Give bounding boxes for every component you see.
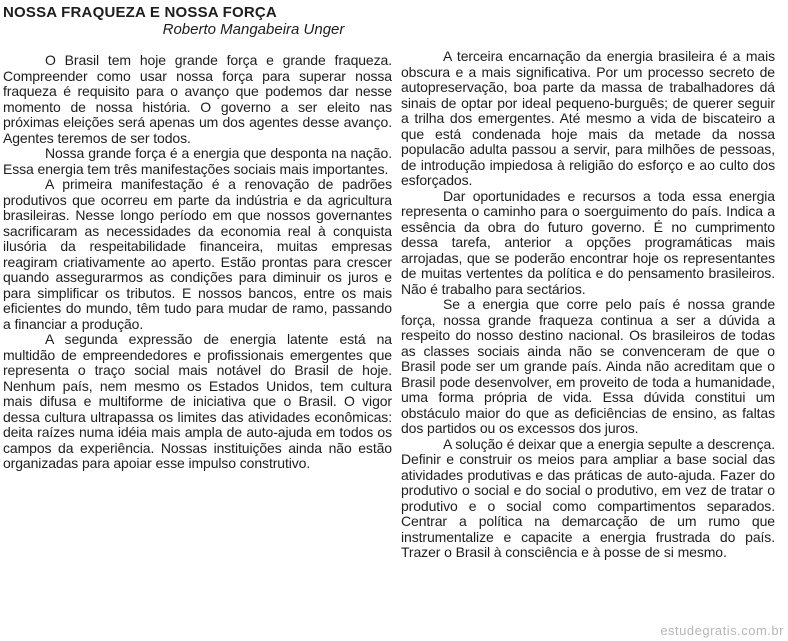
- right-column: [401, 4, 775, 561]
- paragraph-4: A segunda expressão de energia latente está na multidão de empreendedores e profissionais emergentes que representa o traço social mais notável do Brasil de hoje. Nenhum país, nem mesmo os Estados Unidos, tem cultura mais difusa e multiforme de iniciativa que o Brasil. O vigor dessa cultura ultrapassa os limites das atividades econômicas: deita raízes numa idéia mais ampla de auto-ajuda em todos os campos da experiência. Nossas instituições ainda não estão organizadas para apoiar esse impulso construtivo.: [3, 331, 392, 471]
- paragraph-5: A terceira encarnação da energia brasileira é a mais obscura e a mais significativa. Por um processo secreto de autopreservação, boa parte da massa de trabalhadores dá sinais de optar por ideal pequeno-burguês; de querer seguir a trilha dos emergentes. Até mesmo a vida de biscateiro a que está condenada hoje mais da metade da nossa populacão adulta passou a servir, para milhões de pessoas, de introdução impiedosa à religião do esforço e ao culto dos esforçados.: [401, 48, 775, 188]
- article-title: NOSSA FRAQUEZA E NOSSA FORÇA: [3, 4, 277, 21]
- paragraph-6: Dar oportunidades e recursos a toda essa energia representa o caminho para o soerguimento do país. Indica a essência da obra do futuro governo. É no cumprimento dessa tarefa, anterior a opções programáticas mais arrojadas, que se poderão encontrar hoje os representantes de muitas vertentes da política e do pensamento brasileiros. Não é trabalho para sectários.: [401, 187, 775, 297]
- left-column: [3, 4, 392, 561]
- paragraph-7: Se a energia que corre pelo país é nossa grande força, nossa grande fraqueza continua a ser a dúvida a respeito do nosso destino nacional. Os brasileiros de todas as classes sociais ainda não se convenceram de que o Brasil pode ser um grande país. Ainda não acreditam que o Brasil pode desenvolver, em proveito de toda a humanidade, uma forma própria de vida. Essa dúvida constitui um obstáculo maior do que as deficiências de ensino, as faltas dos partidos ou os excessos dos juros.: [401, 296, 775, 436]
- paragraph-3: A primeira manifestação é a renovação de padrões produtivos que ocorreu em parte da indústria e da agricultura brasileiras. Nesse longo período em que nossos governantes sacrificaram as necessidades da economia real à conquista ilusória da respeitabilidade financeira, muitas empresas reagiram criativamente ao aperto. Estão prontas para crescer quando assegurarmos as condições para diminuir os juros e para simplificar os tributos. E nossos bancos, entre os mais eficientes do mundo, têm tudo para mudar de ramo, passando a financiar a produção.: [3, 176, 392, 332]
- article-author: Roberto Mangabeira Unger: [162, 21, 345, 38]
- paragraph-1: O Brasil tem hoje grande força e grande fraqueza. Compreender como usar nossa força para superar nossa fraqueza é requisito para o avanço que podemos dar nesse momento de nossa história. O governo a ser eleito nas próximas eleições será apenas um dos agentes desse avanço. Agentes teremos de ser todos.: [3, 52, 392, 146]
- watermark: estudegratis.com.br: [660, 623, 784, 638]
- paragraph-8: A solução é deixar que a energia sepulte a descrença. Definir e construir os meios para ampliar a base social das atividades produtivas e das práticas de auto-ajuda. Fazer do produtivo o social e do social o produtivo, em vez de tratar o produtivo e o social como compartimentos separados. Centrar a política na demarcação de um rumo que instrumentalize e capacite a energia frustrada do país. Trazer o Brasil à consciência e à posse de si mesmo.: [401, 435, 775, 560]
- paragraph-2: Nossa grande força é a energia que desponta na nação. Essa energia tem três manifestações sociais mais importantes.: [3, 145, 392, 177]
